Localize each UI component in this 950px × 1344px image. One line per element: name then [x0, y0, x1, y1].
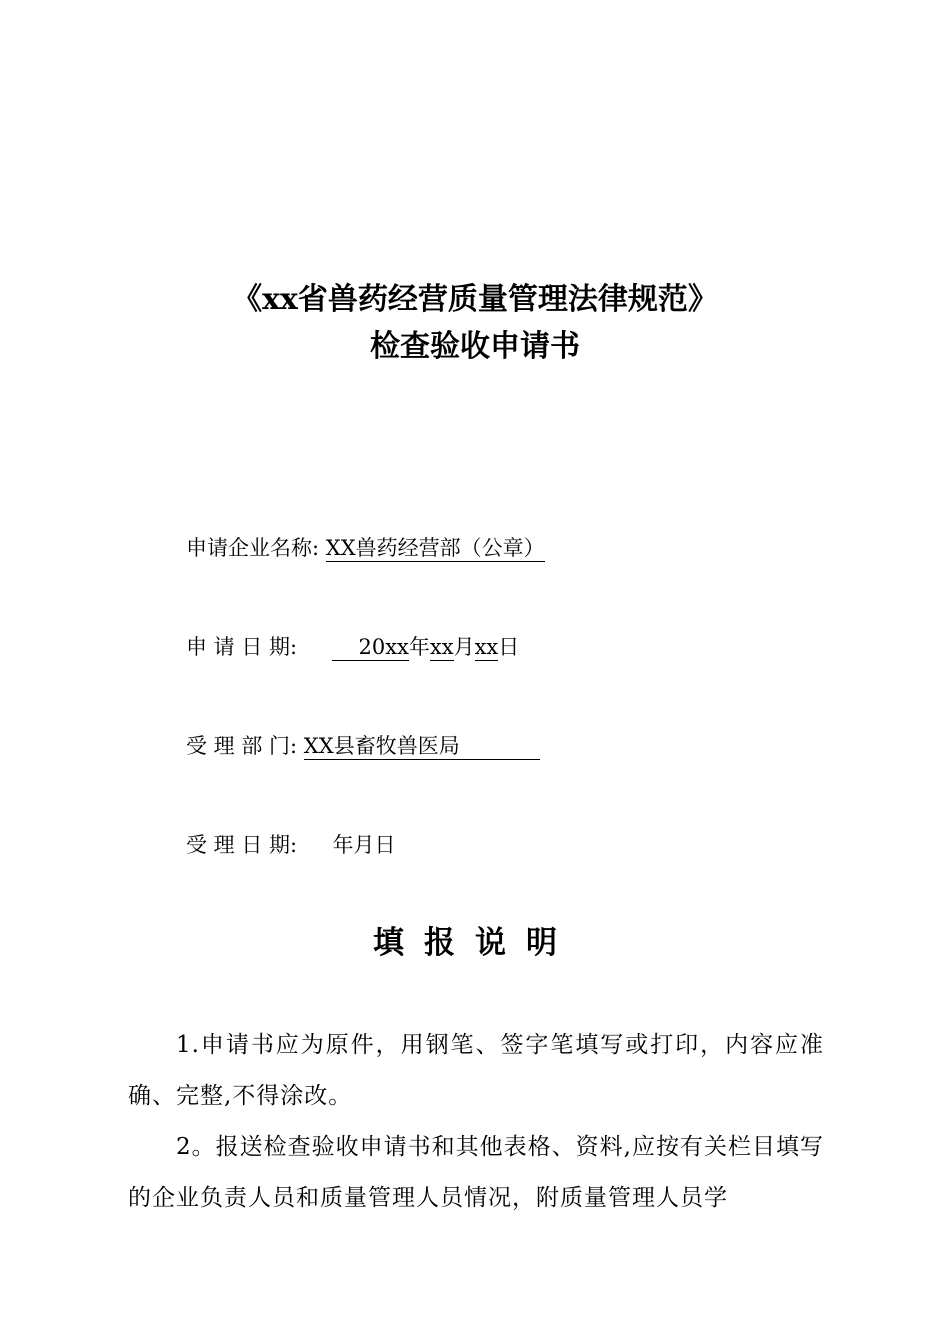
acceptance-date-value: 年月日: [332, 833, 396, 857]
instruction-item-2: 2。报送检查验收申请书和其他表格、资料,应按有关栏目填写的企业负责人员和质量管理人员情况，附质量管理人员学: [128, 1134, 824, 1211]
accepting-department-value: XX县畜牧兽医局: [304, 734, 540, 760]
instructions-heading: 填报说明: [373, 925, 577, 961]
field-company-name: [186, 533, 545, 563]
field-accepting-department: [186, 731, 540, 761]
company-name-label: 申请企业名称:: [186, 536, 320, 560]
application-date-label: 申 请 日 期:: [186, 635, 298, 659]
application-date-month-unit: 月: [453, 635, 475, 659]
field-acceptance-date: [186, 830, 395, 860]
application-date-month: xx: [429, 635, 454, 659]
accepting-department-label: 受 理 部 门:: [186, 734, 298, 758]
field-application-date: [186, 632, 519, 662]
instruction-item-1: 1.申请书应为原件，用钢笔、签字笔填写或打印，内容应准确、完整,不得涂改。: [128, 1032, 824, 1109]
application-date-day-unit: 日: [498, 635, 520, 659]
document-title-line-1: 《xx省兽药经营质量管理法律规范》: [232, 282, 718, 317]
acceptance-date-label: 受 理 日 期:: [186, 833, 298, 857]
document-title-line-2: 检查验收申请书: [370, 329, 580, 364]
application-date-year: 20xx: [332, 635, 408, 661]
company-name-value: XX兽药经营部（公章）: [325, 536, 545, 560]
application-date-day: xx: [474, 635, 499, 659]
application-date-year-unit: 年: [408, 635, 430, 659]
